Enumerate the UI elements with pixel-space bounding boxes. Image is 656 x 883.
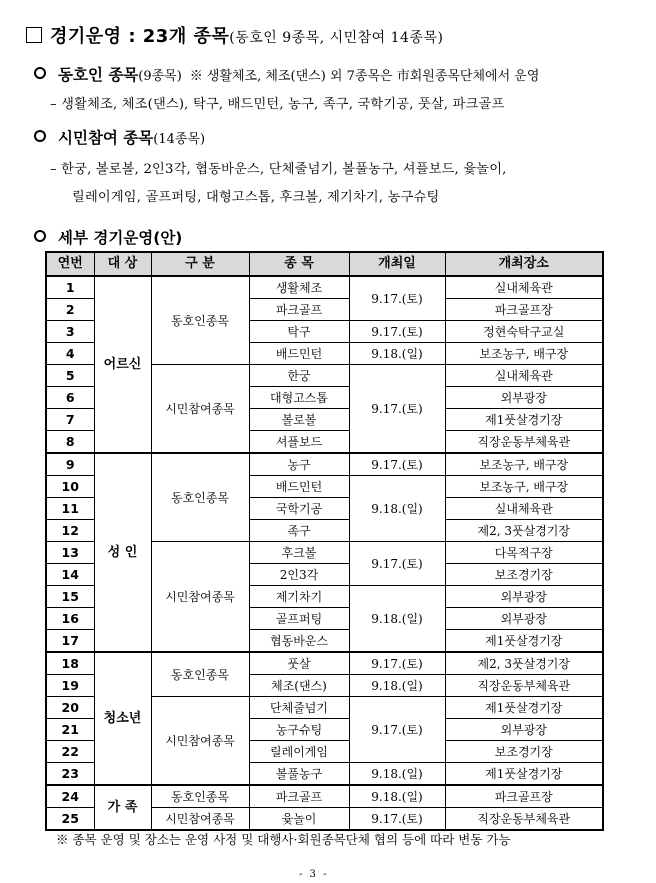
row-number: 9 (46, 453, 94, 476)
event-cell: 릴레이게임 (249, 741, 349, 763)
event-cell: 농구 (249, 453, 349, 476)
event-cell: 한궁 (249, 365, 349, 387)
event-cell: 족구 (249, 520, 349, 542)
event-cell: 후크볼 (249, 542, 349, 564)
row-number: 8 (46, 431, 94, 454)
page-number: - 3 - (299, 869, 329, 880)
table-row (46, 785, 603, 808)
heading-title: 경기운영 : 23개 종목 (50, 26, 230, 47)
place-cell: 외부광장 (445, 387, 603, 409)
row-number: 6 (46, 387, 94, 409)
category-cell: 시민참여종목 (151, 542, 249, 653)
date-cell: 9.17.(토) (349, 697, 445, 763)
club-events-heading (34, 63, 539, 85)
category-cell: 동호인종목 (151, 453, 249, 542)
row-number: 23 (46, 763, 94, 786)
event-cell: 배드민턴 (249, 476, 349, 498)
event-cell: 파크골프 (249, 299, 349, 321)
date-cell: 9.18.(일) (349, 763, 445, 786)
date-cell: 9.17.(토) (349, 652, 445, 675)
col-header: 연번 (46, 252, 94, 276)
circle-bullet-icon (34, 67, 46, 79)
target-cell: 성 인 (94, 453, 151, 652)
place-cell: 다목적구장 (445, 542, 603, 564)
row-number: 3 (46, 321, 94, 343)
event-cell: 대형고스톱 (249, 387, 349, 409)
category-cell: 시민참여종목 (151, 697, 249, 786)
event-cell: 볼풀농구 (249, 763, 349, 786)
event-cell: 탁구 (249, 321, 349, 343)
target-cell: 가 족 (94, 785, 151, 830)
row-number: 16 (46, 608, 94, 630)
citizen-title: 시민참여 종목 (58, 129, 154, 147)
heading-subtitle: (동호인 9종목, 시민참여 14종목) (229, 30, 444, 46)
event-cell: 농구슈팅 (249, 719, 349, 741)
place-cell: 외부광장 (445, 719, 603, 741)
place-cell: 파크골프장 (445, 299, 603, 321)
event-cell: 배드민턴 (249, 343, 349, 365)
row-number: 4 (46, 343, 94, 365)
event-cell: 볼로볼 (249, 409, 349, 431)
row-number: 14 (46, 564, 94, 586)
place-cell: 외부광장 (445, 586, 603, 608)
place-cell: 보조농구, 배구장 (445, 343, 603, 365)
category-cell: 동호인종목 (151, 652, 249, 697)
place-cell: 제1풋살경기장 (445, 697, 603, 719)
place-cell: 직장운동부체육관 (445, 675, 603, 697)
row-number: 5 (46, 365, 94, 387)
place-cell: 직장운동부체육관 (445, 431, 603, 454)
row-number: 18 (46, 652, 94, 675)
date-cell: 9.17.(토) (349, 542, 445, 586)
citizen-list-line1: – 한궁, 볼로볼, 2인3각, 협동바운스, 단체줄넘기, 볼풀농구, 셔플보드, 윷놀이, (50, 162, 507, 177)
category-cell: 동호인종목 (151, 276, 249, 365)
footnote: ※ 종목 운영 및 장소는 운영 사정 및 대행사·회원종목단체 협의 등에 따라 변동 가능 (56, 832, 511, 847)
checkbox-square-icon (26, 27, 42, 43)
schedule-table (45, 251, 604, 831)
circle-bullet-icon (34, 230, 46, 242)
event-cell: 체조(댄스) (249, 675, 349, 697)
row-number: 24 (46, 785, 94, 808)
event-cell: 2인3각 (249, 564, 349, 586)
date-cell: 9.17.(토) (349, 365, 445, 454)
event-cell: 셔플보드 (249, 431, 349, 454)
place-cell: 제1풋살경기장 (445, 630, 603, 653)
circle-bullet-icon (34, 130, 46, 142)
event-cell: 풋살 (249, 652, 349, 675)
col-header: 종 목 (249, 252, 349, 276)
club-list: – 생활체조, 체조(댄스), 탁구, 배드민턴, 농구, 족구, 국학기공, 풋살, 파크골프 (50, 97, 505, 112)
place-cell: 제2, 3풋살경기장 (445, 520, 603, 542)
place-cell: 보조경기장 (445, 564, 603, 586)
club-title: 동호인 종목 (58, 66, 139, 84)
place-cell: 외부광장 (445, 608, 603, 630)
row-number: 20 (46, 697, 94, 719)
row-number: 21 (46, 719, 94, 741)
event-cell: 골프퍼팅 (249, 608, 349, 630)
target-cell: 청소년 (94, 652, 151, 785)
date-cell: 9.17.(토) (349, 453, 445, 476)
row-number: 10 (46, 476, 94, 498)
row-number: 25 (46, 808, 94, 831)
col-header: 대 상 (94, 252, 151, 276)
event-cell: 단체줄넘기 (249, 697, 349, 719)
row-number: 7 (46, 409, 94, 431)
place-cell: 제1풋살경기장 (445, 409, 603, 431)
date-cell: 9.18.(일) (349, 675, 445, 697)
club-remark: ※ 생활체조, 체조(댄스) 외 7종목은 市회원종목단체에서 운영 (189, 69, 540, 84)
place-cell: 실내체육관 (445, 276, 603, 299)
place-cell: 보조경기장 (445, 741, 603, 763)
row-number: 22 (46, 741, 94, 763)
event-cell: 국학기공 (249, 498, 349, 520)
place-cell: 실내체육관 (445, 498, 603, 520)
date-cell: 9.18.(일) (349, 343, 445, 365)
place-cell: 제2, 3풋살경기장 (445, 652, 603, 675)
place-cell: 보조농구, 배구장 (445, 453, 603, 476)
place-cell: 보조농구, 배구장 (445, 476, 603, 498)
place-cell: 파크골프장 (445, 785, 603, 808)
club-count: (9종목) (138, 69, 182, 84)
row-number: 12 (46, 520, 94, 542)
row-number: 13 (46, 542, 94, 564)
event-cell: 제기차기 (249, 586, 349, 608)
event-cell: 협동바운스 (249, 630, 349, 653)
date-cell: 9.17.(토) (349, 321, 445, 343)
place-cell: 정현숙탁구교실 (445, 321, 603, 343)
citizen-list-line2: 릴레이게임, 골프퍼팅, 대형고스톱, 후크볼, 제기차기, 농구슈팅 (72, 190, 440, 205)
event-cell: 윷놀이 (249, 808, 349, 831)
table-header-row (46, 252, 603, 276)
col-header: 구 분 (151, 252, 249, 276)
detail-title: 세부 경기운영(안) (58, 229, 183, 247)
date-cell: 9.18.(일) (349, 586, 445, 653)
row-number: 19 (46, 675, 94, 697)
citizen-count: (14종목) (153, 132, 206, 147)
place-cell: 제1풋살경기장 (445, 763, 603, 786)
event-cell: 파크골프 (249, 785, 349, 808)
row-number: 11 (46, 498, 94, 520)
table-row (46, 652, 603, 675)
date-cell: 9.17.(토) (349, 276, 445, 321)
section-heading (26, 22, 443, 48)
category-cell: 동호인종목 (151, 785, 249, 808)
row-number: 1 (46, 276, 94, 299)
event-cell: 생활체조 (249, 276, 349, 299)
citizen-events-heading (34, 126, 205, 148)
date-cell: 9.18.(일) (349, 785, 445, 808)
table-row (46, 453, 603, 476)
detail-heading (34, 226, 182, 248)
date-cell: 9.18.(일) (349, 476, 445, 542)
target-cell: 어르신 (94, 276, 151, 453)
row-number: 17 (46, 630, 94, 653)
col-header: 개최일 (349, 252, 445, 276)
place-cell: 실내체육관 (445, 365, 603, 387)
col-header: 개최장소 (445, 252, 603, 276)
row-number: 15 (46, 586, 94, 608)
category-cell: 시민참여종목 (151, 808, 249, 831)
place-cell: 직장운동부체육관 (445, 808, 603, 831)
table-row (46, 276, 603, 299)
category-cell: 시민참여종목 (151, 365, 249, 454)
row-number: 2 (46, 299, 94, 321)
date-cell: 9.17.(토) (349, 808, 445, 831)
